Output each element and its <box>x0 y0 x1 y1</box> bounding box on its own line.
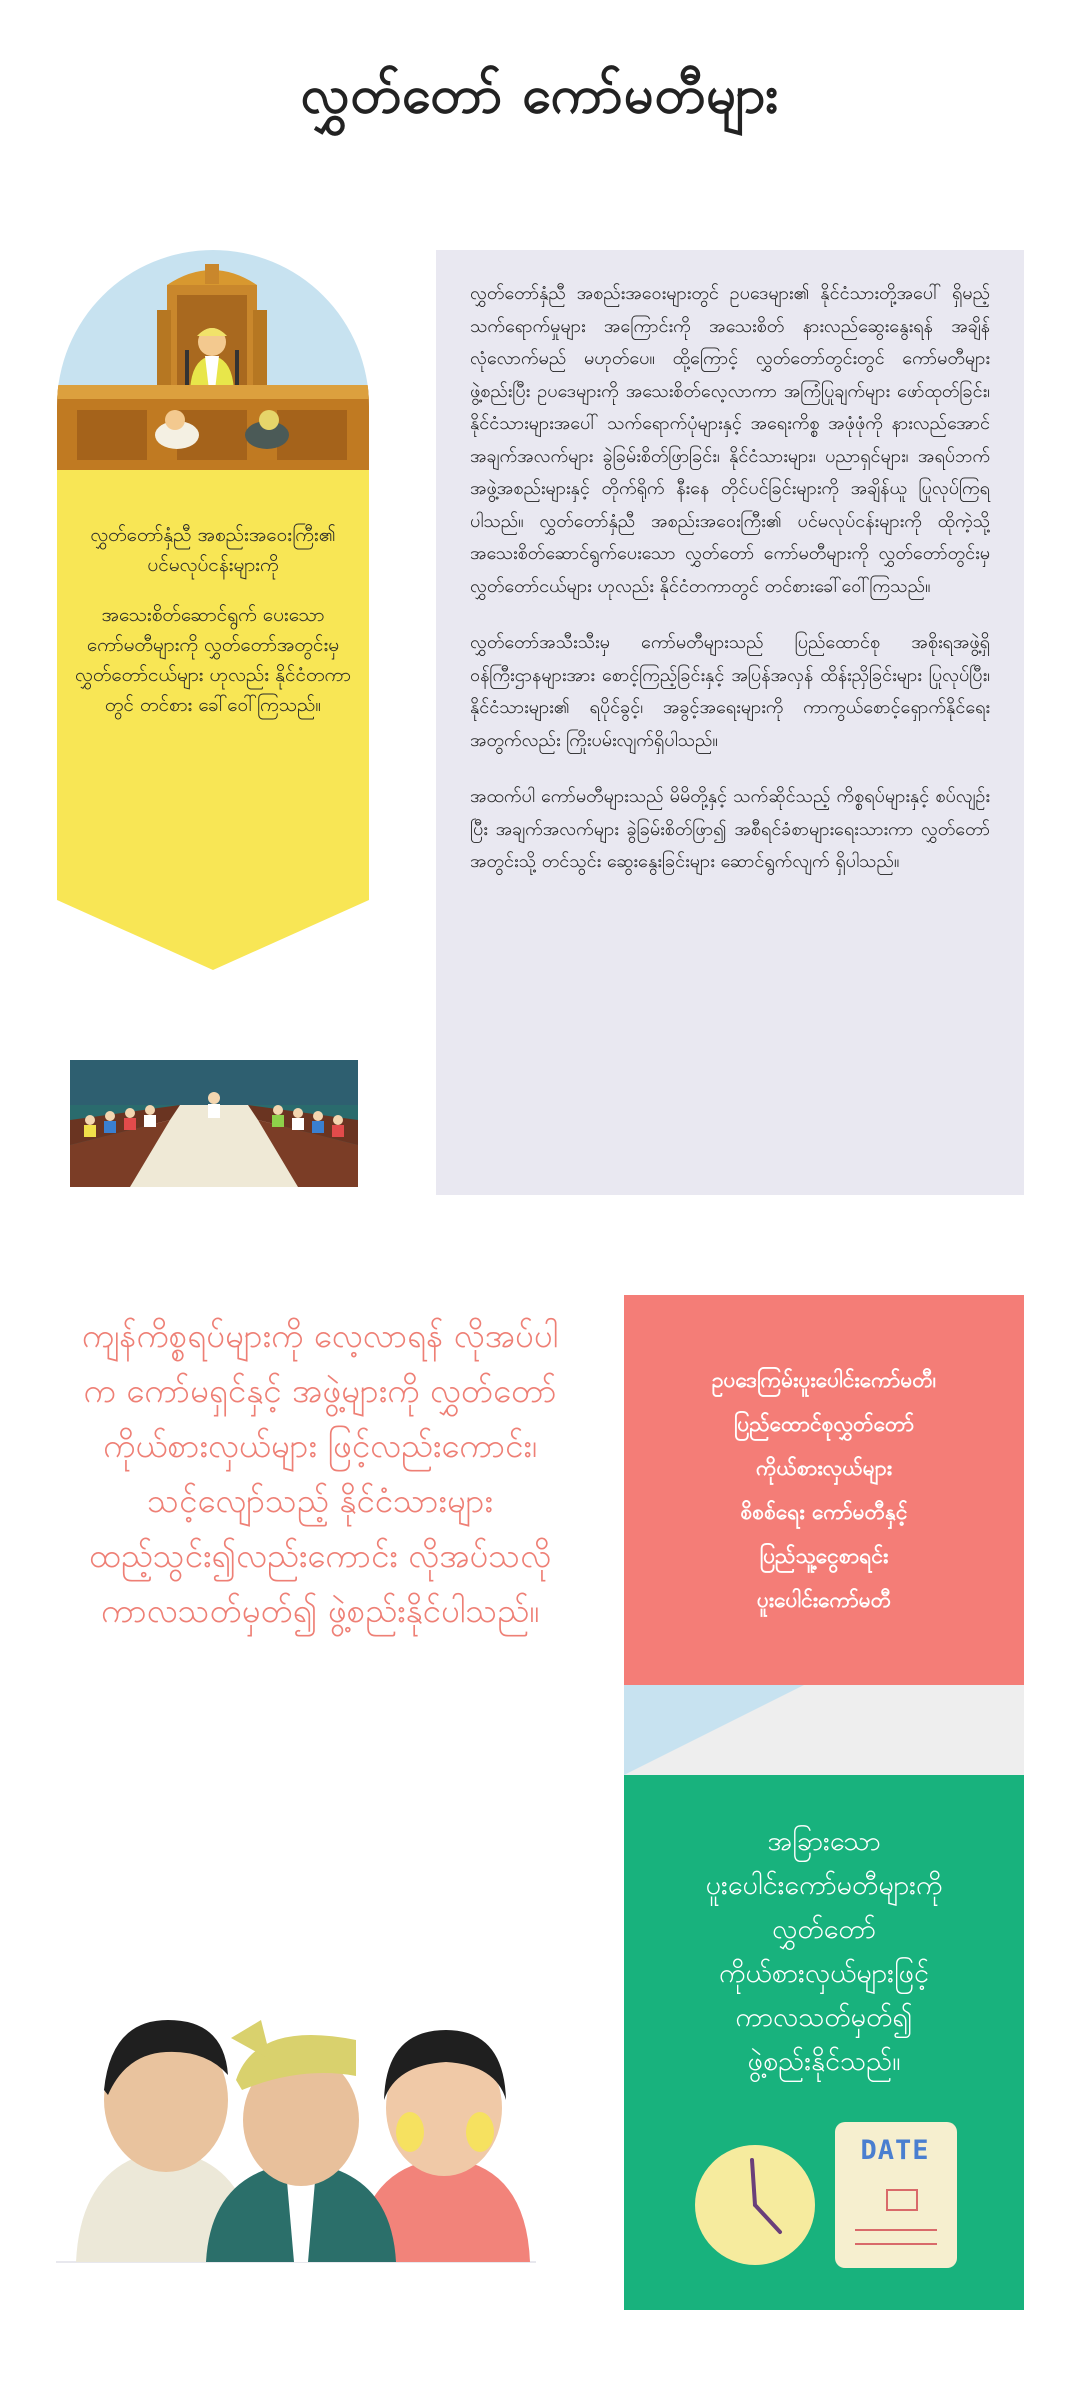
other-committees-text <box>650 1820 998 2084</box>
other-committee-line: လွှတ်တော် <box>772 1914 876 1945</box>
meeting-illustration <box>70 1060 358 1187</box>
joint-committees-text <box>650 1358 998 1622</box>
other-committee-line: အခြားသော <box>767 1826 881 1857</box>
panel-paragraph-2: လွှတ်တော်အသီးသီးမှ ကော်မတီများသည် ပြည်ထောင်စု အစိုးရအဖွဲ့ရှိ ဝန်ကြီးဌာနများအား စောင့်ကြည့်ခြင်းနှင့် အပြန်အလှန် ထိန်းညှိခြင်းများ ပြုလုပ်ပြီး၊ နိုင်ငံသားများ၏ ရပိုင်ခွင့်၊ အခွင့်အရေးများကို ကာကွယ်စောင့်ရှောက်နိုင်ရေး အတွက်လည်း ကြိုးပမ်းလျက်ရှိပါသည်။ <box>470 632 990 751</box>
clock-icon <box>690 2140 820 2270</box>
joint-committee-line: ကိုယ်စားလှယ်များ <box>755 1456 893 1480</box>
speaker-illustration <box>57 250 369 470</box>
quote-text: ကျန်ကိစ္စရပ်များကို လေ့လာရန် လိုအပ်ပါက ကော်မရှင်နှင့် အဖွဲ့များကို လွှတ်တော် ကိုယ်စားလှယ်များ ဖြင့်လည်းကောင်း၊ သင့်လျော်သည့် နိုင်ငံသားများ ထည့်သွင်း၍လည်းကောင်း လိုအပ်သလို ကာလသတ်မှတ်၍ ဖွဲ့စည်းနိုင်ပါသည်။ <box>81 1316 559 1630</box>
other-committee-line: ကာလသတ်မှတ်၍ <box>735 2002 913 2033</box>
joint-committee-line: ဥပဒေကြမ်းပူးပေါင်းကော်မတီ၊ <box>711 1368 937 1392</box>
joint-committee-line: ပြည်သူ့ငွေစာရင်း <box>759 1544 889 1568</box>
other-committee-line: ဖွဲ့စည်းနိုင်သည်။ <box>747 2046 901 2077</box>
joint-committee-line: ပြည်ထောင်စုလွှတ်တော် <box>733 1412 915 1436</box>
divider-band <box>624 1685 1024 1775</box>
page-title: လွှတ်တော် ကော်မတီများ <box>300 65 780 125</box>
other-committee-line: ကိုယ်စားလှယ်များဖြင့် <box>719 1958 929 1989</box>
banner-line-2: အသေးစိတ်ဆောင်ရွက် ပေးသော ကော်မတီများကို လွှတ်တော်အတွင်းမှ လွှတ်တော်ငယ်များ ဟုလည်း နိုင်ငံတကာတွင် တင်စား ခေါ်ဝေါ်ကြသည်။ <box>75 604 351 716</box>
people-illustration <box>56 1980 536 2270</box>
banner-text <box>72 520 354 740</box>
panel-paragraph-1: လွှတ်တော်နှံညီ အစည်းအဝေးများတွင် ဥပဒေများ၏ နိုင်ငံသားတို့အပေါ် ရှိမည့် သက်ရောက်မှုများ အကြောင်းကို အသေးစိတ် နားလည်ဆွေးနွေးရန် အချိန်လုံလောက်မည် မဟုတ်ပေ။ ထို့ကြောင့် လွှတ်တော်တွင်းတွင် ကော်မတီများ ဖွဲ့စည်းပြီး ဥပဒေများကို အသေးစိတ်လေ့လာကာ အကြံပြုချက်များ ဖော်ထုတ်ခြင်း၊ နိုင်ငံသားများအပေါ် သက်ရောက်ပုံများနှင့် အရေးကိစ္စ အဖုံဖုံကို နားလည်အောင် အချက်အလက်များ ခွဲခြမ်းစိတ်ဖြာခြင်း၊ နိုင်ငံသားများ၊ ပညာရှင်များ၊ အရပ်ဘက်အဖွဲ့အစည်းများနှင့် တိုက်ရိုက် နီးနေ တိုင်ပင်ခြင်းများကို အချိန်ယူ ပြုလုပ်ကြရပါသည်။ လွှတ်တော်နှံညီ အစည်းအဝေးကြီး၏ ပင်မလုပ်ငန်းများကို ထိုကဲ့သို့ အသေးစိတ်ဆောင်ရွက်ပေးသော လွှတ်တော် ကော်မတီများကို လွှတ်တော်တွင်းမှ လွှတ်တော်ငယ်များ ဟုလည်း နိုင်ငံတကာတွင် တင်စားခေါ်ဝေါ်ကြသည်။ <box>470 283 990 597</box>
joint-committee-line: စိစစ်ရေး ကော်မတီနှင့် <box>740 1500 908 1524</box>
panel-paragraph-3: အထက်ပါ ကော်မတီများသည် မိမိတို့နှင့် သက်ဆိုင်သည့် ကိစ္စရပ်များနှင့် စပ်လျဉ်းပြီး အချက်အလက်များ ခွဲခြမ်းစိတ်ဖြာ၍ အစီရင်ခံစာများရေးသားကာ လွှတ်တော်အတွင်းသို့ တင်သွင်း ဆွေးနွေးခြင်းများ ဆောင်ရွက်လျက် ရှိပါသည်။ <box>470 786 990 872</box>
banner-line-1: လွှတ်တော်နှံညီ အစည်းအဝေးကြီး၏ ပင်မလုပ်ငန်းများကို <box>90 524 336 576</box>
date-label: DATE <box>860 2135 930 2166</box>
info-panel-text <box>470 278 990 903</box>
other-committee-line: ပူးပေါင်းကော်မတီများကို <box>705 1870 943 1901</box>
joint-committee-line: ပူးပေါင်းကော်မတီ <box>756 1588 892 1612</box>
